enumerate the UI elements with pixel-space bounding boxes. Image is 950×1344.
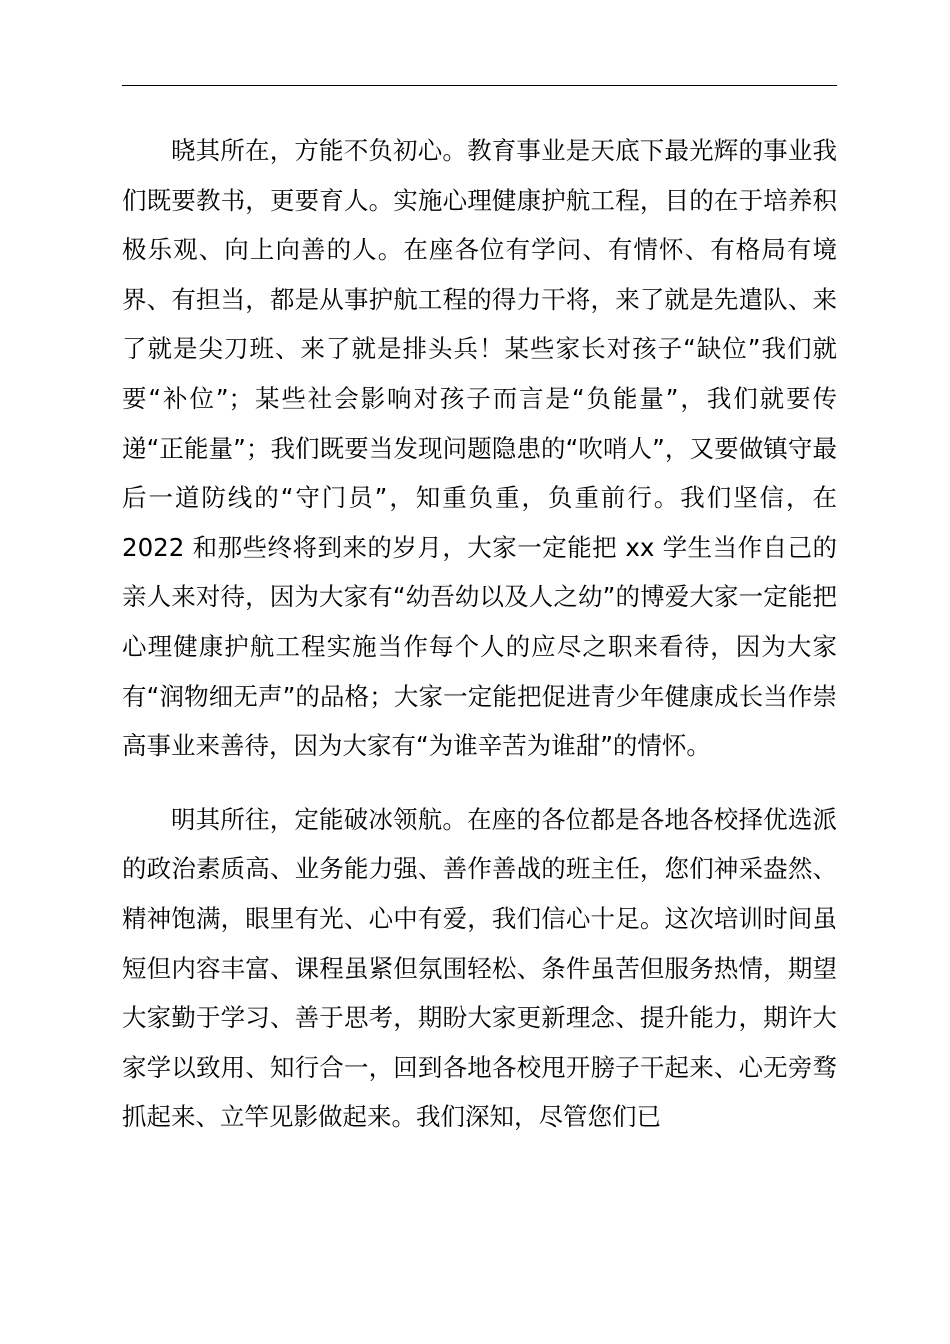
- paragraph-1: 晓其所在，方能不负初心。教育事业是天底下最光辉的事业我们既要教书，更要育人。实施心理健康护航工程，目的在于培养积极乐观、向上向善的人。在座各位有学问、有情怀、有格局有境界、有担当，都是从事护航工程的得力干将，来了就是先遣队、来了就是尖刀班、来了就是排头兵！某些家长对孩子“缺位”我们就要“补位”；某些社会影响对孩子而言是“负能量”，我们就要传递“正能量”；我们既要当发现问题隐患的“吹哨人”，又要做镇守最后一道防线的“守门员”，知重负重，负重前行。我们坚信，在 2022 和那些终将到来的岁月，大家一定能把 xx 学生当作自己的亲人来对待，因为大家有“幼吾幼以及人之幼”的博爱大家一定能把心理健康护航工程实施当作每个人的应尽之职来看待，因为大家有“润物细无声”的品格；大家一定能把促进青少年健康成长当作崇高事业来善待，因为大家有“为谁辛苦为谁甜”的情怀。: [122, 136, 837, 761]
- paragraph-2: 明其所往，定能破冰领航。在座的各位都是各地各校择优选派的政治素质高、业务能力强、善作善战的班主任，您们神采盎然、精神饱满，眼里有光、心中有爱，我们信心十足。这次培训时间虽短但内容丰富、课程虽紧但氛围轻松、条件虽苦但服务热情，期望大家勤于学习、善于思考，期盼大家更新理念、提升能力，期许大家学以致用、知行合一，回到各地各校甩开膀子干起来、心无旁骛抓起来、立竿见影做起来。我们深知，尽管您们已: [122, 804, 837, 1132]
- document-body: [122, 126, 837, 1142]
- header-rule: [122, 85, 837, 86]
